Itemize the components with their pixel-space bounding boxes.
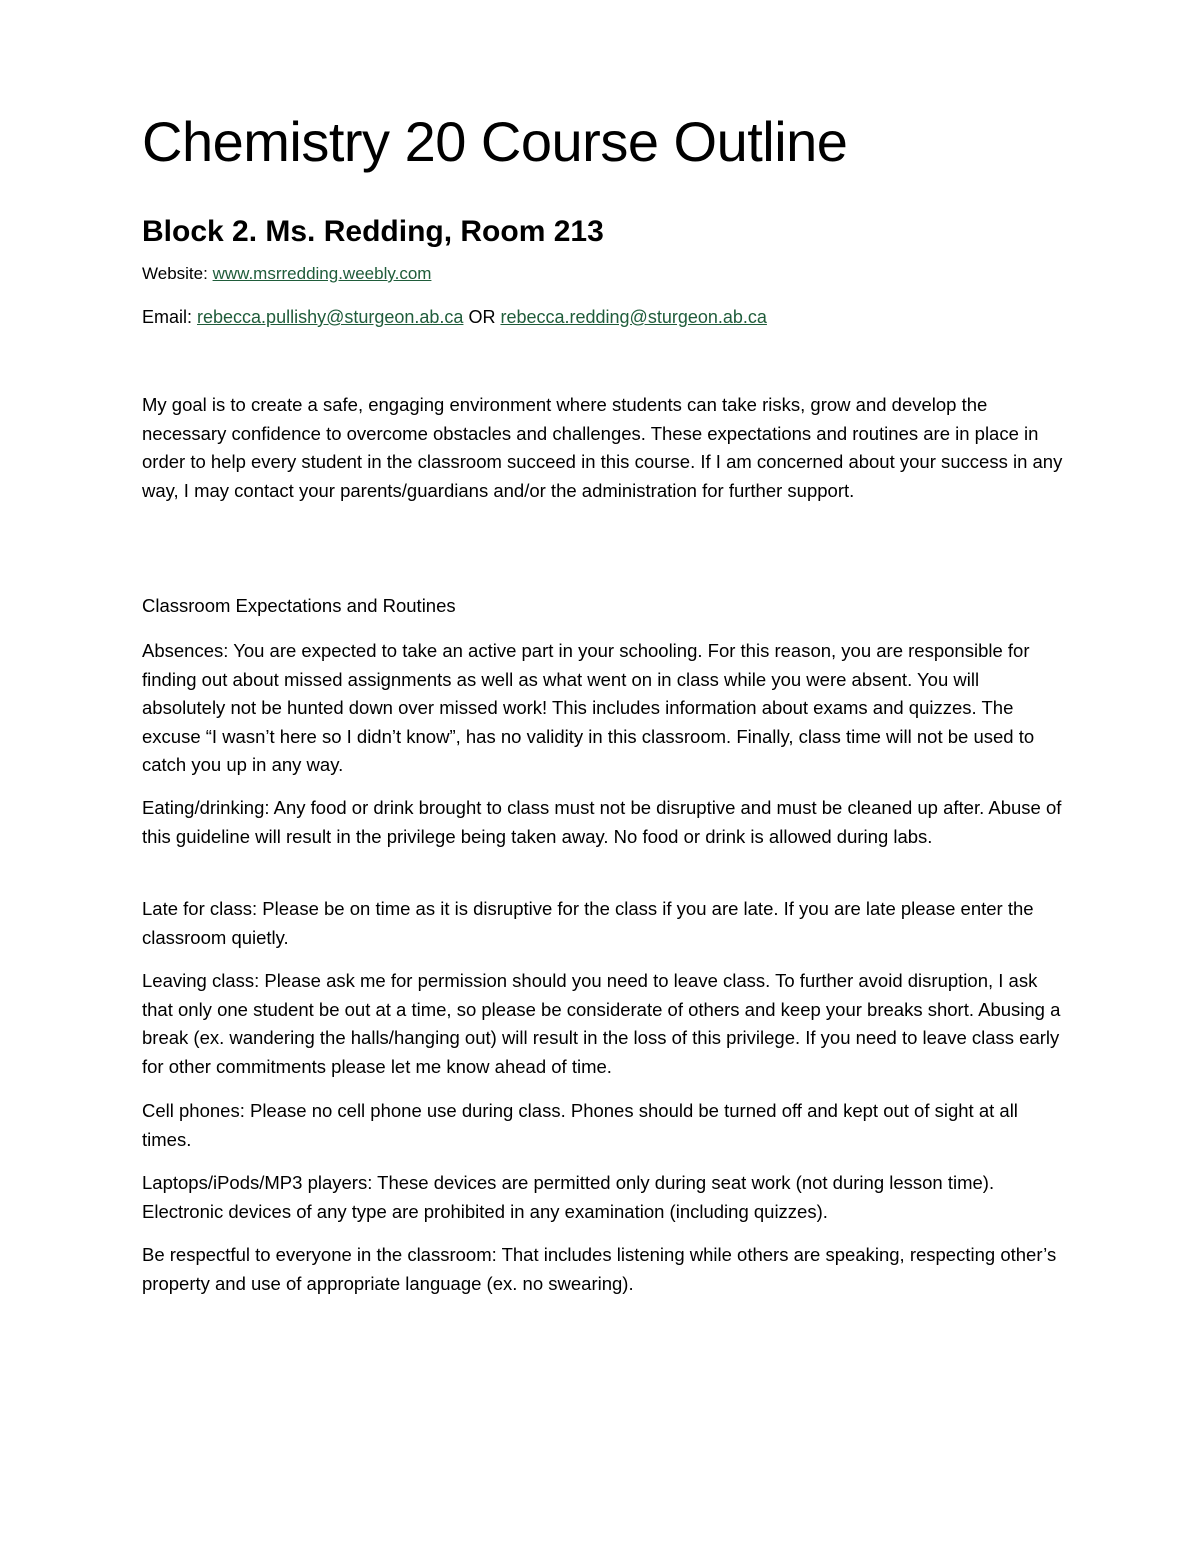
rule-leaving-class: Leaving class: Please ask me for permission should you need to leave class. To further avoid disruption, I ask that only one student be out at a time, so please be considerate of others and keep your breaks short. Abusing a break (ex. wandering the halls/hanging out) will result in the loss of this privilege. If you need to leave class early for other commitments please let me know ahead of time. [142,970,1061,1077]
email-link-primary[interactable]: rebecca.pullishy@sturgeon.ab.ca [197,307,464,327]
section-heading: Classroom Expectations and Routines [142,595,456,616]
website-label: Website: [142,264,213,283]
page-title: Chemistry 20 Course Outline [142,110,848,173]
email-label: Email: [142,307,198,327]
rule-be-respectful: Be respectful to everyone in the classroom: That includes listening while others are speaking, respecting other’s property and use of appropriate language (ex. no swearing). [142,1244,1057,1294]
rule-absences: Absences: You are expected to take an active part in your schooling. For this reason, you are responsible for finding out about missed assignments as well as what went on in class while you were absent. You will absolutely not be hunted down over missed work! This includes information about exams and quizzes. The excuse “I wasn’t here so I didn’t know”, has no validity in this classroom. Finally, class time will not be used to catch you up in any way. [142,640,1035,776]
email-line [142,305,767,329]
rule-electronic-devices: Laptops/iPods/MP3 players: These devices are permitted only during seat work (not during lesson time). Electronic devices of any type are prohibited in any examination (including quizzes). [142,1172,995,1222]
rule-late-for-class: Late for class: Please be on time as it is disruptive for the class if you are late. If you are late please enter the classroom quietly. [142,898,1034,948]
website-line [142,262,431,286]
email-link-secondary[interactable]: rebecca.redding@sturgeon.ab.ca [500,307,767,327]
class-info-heading: Block 2. Ms. Redding, Room 213 [142,215,604,248]
rule-eating-drinking: Eating/drinking: Any food or drink brought to class must not be disruptive and must be cleaned up after. Abuse of this guideline will result in the privilege being taken away. No food or drink is allowed during labs. [142,797,1062,847]
intro-paragraph: My goal is to create a safe, engaging environment where students can take risks, grow and develop the necessary confidence to overcome obstacles and challenges. These expectations and routines are in place in order to help every student in the classroom succeed in this course. If I am concerned about your success in any way, I may contact your parents/guardians and/or the administration for further support. [142,394,1063,501]
rule-cell-phones: Cell phones: Please no cell phone use during class. Phones should be turned off and kept out of sight at all times. [142,1100,1018,1150]
website-link[interactable]: www.msrredding.weebly.com [212,264,432,283]
email-separator: OR [463,307,501,327]
